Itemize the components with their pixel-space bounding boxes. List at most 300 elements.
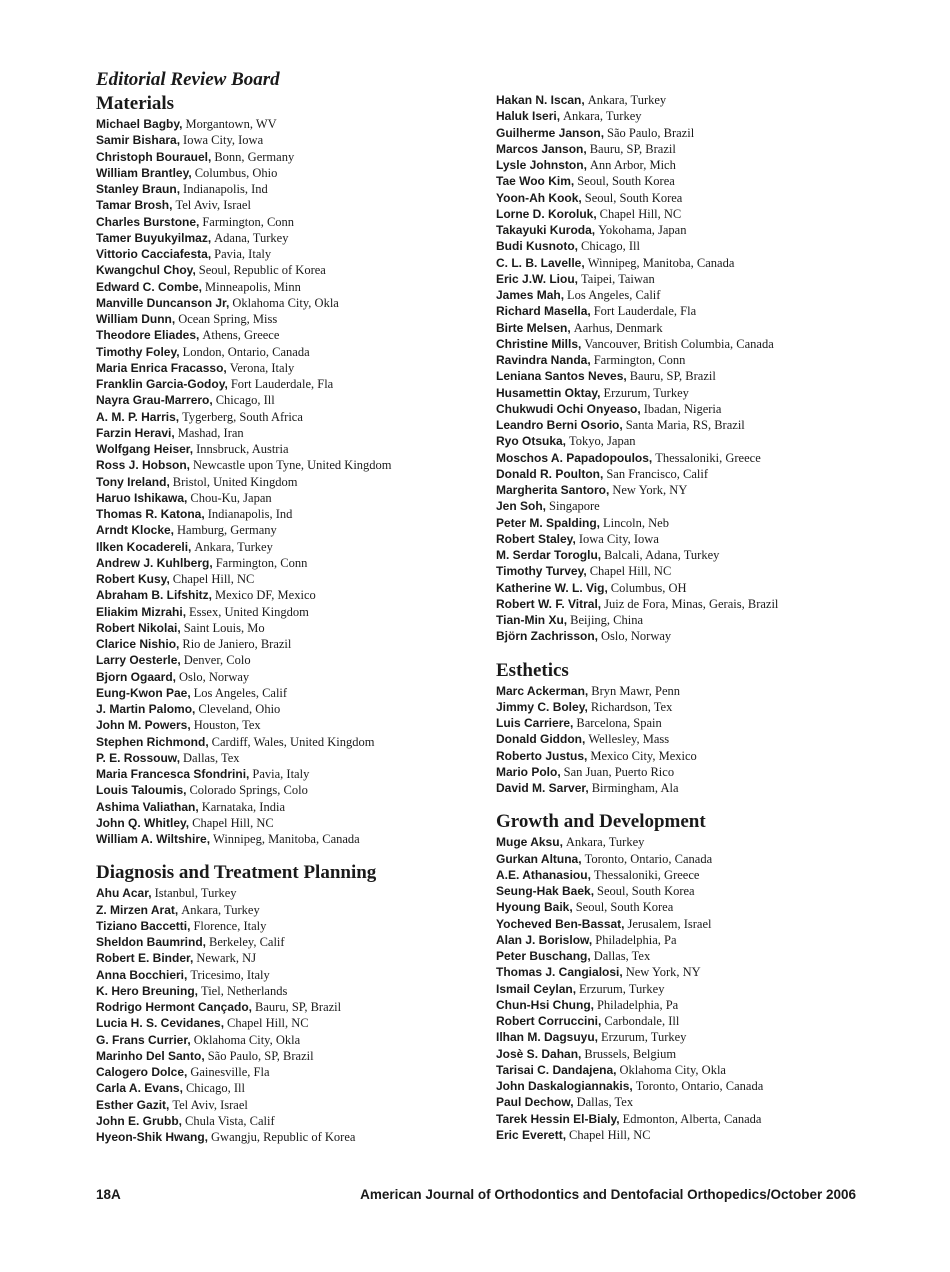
member-location: New York, NY (625, 965, 701, 980)
member-location: Tygerberg, South Africa (182, 409, 303, 424)
member-entry (96, 902, 476, 918)
member-location: Newark, NJ (196, 951, 257, 966)
member-name: Yoon-Ah Kook, (496, 190, 582, 205)
member-entry (96, 885, 476, 901)
member-entry (496, 981, 926, 997)
member-entry (496, 482, 926, 498)
member-location: Jerusalem, Israel (627, 916, 712, 931)
member-name: Josè S. Dahan, (496, 1046, 582, 1061)
member-entry (496, 417, 926, 433)
member-location: Seoul, South Korea (597, 884, 695, 898)
member-entry (96, 262, 476, 278)
member-location: Ankara, Turkey (587, 93, 667, 107)
member-name: Ahu Acar, (96, 886, 152, 901)
member-location: Oslo, Norway (179, 669, 250, 684)
member-name: Roberto Justus, (496, 748, 588, 763)
member-name: Carla A. Evans, (96, 1081, 183, 1096)
member-location: Tel Aviv, Israel (172, 1097, 248, 1112)
member-entry (496, 515, 926, 531)
member-name: Richard Masella, (496, 304, 591, 319)
member-name: John M. Powers, (96, 718, 191, 733)
member-entry (96, 522, 476, 538)
member-entry (96, 918, 476, 934)
member-location: Fort Lauderdale, Fla (230, 377, 334, 391)
member-entry (96, 506, 476, 522)
member-entry (496, 125, 926, 141)
member-location: Aarhus, Denmark (573, 320, 663, 335)
member-location: Juiz de Fora, Minas, Gerais, Brazil (604, 596, 779, 611)
member-location: Ocean Spring, Miss (178, 312, 278, 326)
member-name: Ravindra Nanda, (496, 353, 591, 367)
member-location: Balcali, Adana, Turkey (604, 548, 720, 562)
member-name: Andrew J. Kuhlberg, (96, 555, 213, 570)
member-entry (496, 450, 926, 466)
member-name: P. E. Rossouw, (96, 750, 181, 765)
member-location: Berkeley, Calif (209, 935, 285, 949)
member-location: Thessaloniki, Greece (655, 450, 761, 465)
member-name: Stanley Braun, (96, 182, 181, 196)
member-entry (96, 214, 476, 230)
member-entry (496, 206, 926, 222)
member-name: Eric J.W. Liou, (496, 271, 579, 286)
member-entry (96, 685, 476, 701)
member-entry (96, 149, 476, 165)
member-name: Theodore Eliades, (96, 328, 200, 343)
member-entry (96, 376, 476, 392)
member-name: Maria Enrica Fracasso, (96, 360, 227, 375)
member-name: Tamar Brosh, (96, 198, 173, 213)
member-entry (496, 1111, 926, 1127)
member-name: William A. Wiltshire, (96, 832, 211, 846)
member-entry (96, 1113, 476, 1129)
member-location: Philadelphia, Pa (596, 997, 679, 1012)
member-location: Wellesley, Mass (588, 732, 670, 747)
member-entry (496, 1046, 926, 1062)
member-location: Houston, Tex (193, 718, 261, 733)
member-entry (96, 669, 476, 685)
member-name: Eliakim Mizrahi, (96, 604, 187, 619)
member-location: Toronto, Ontario, Canada (635, 1079, 764, 1093)
member-location: Florence, Italy (193, 918, 267, 933)
member-name: Ashima Valiathan, (96, 799, 199, 814)
section-title-diagnosis: Diagnosis and Treatment Planning (96, 862, 377, 884)
member-entry (96, 701, 476, 717)
member-name: Thomas J. Cangialosi, (496, 965, 623, 980)
member-location: Athens, Greece (202, 328, 280, 343)
member-location: Bauru, SP, Brazil (629, 369, 716, 384)
member-name: Samir Bishara, (96, 133, 181, 148)
member-location: Toronto, Ontario, Canada (584, 851, 713, 866)
member-name: Takayuki Kuroda, (496, 223, 596, 237)
member-entry (96, 311, 476, 327)
member-location: San Francisco, Calif (606, 466, 709, 481)
member-entry (96, 555, 476, 571)
member-name: Eung-Kwon Pae, (96, 685, 191, 700)
member-name: G. Frans Currier, (96, 1032, 191, 1047)
member-entry (96, 1015, 476, 1031)
member-name: Robert W. F. Vitral, (496, 596, 602, 611)
member-list-growth (496, 834, 926, 1143)
member-name: Guilherme Janson, (496, 125, 605, 140)
member-name: Timothy Turvey, (496, 564, 587, 579)
member-location: Oklahoma City, Okla (619, 1062, 726, 1077)
member-name: Franklin Garcia-Godoy, (96, 377, 228, 391)
member-entry (96, 652, 476, 668)
member-entry (496, 92, 926, 108)
member-location: Colorado Springs, Colo (189, 783, 308, 798)
member-location: Ankara, Turkey (194, 539, 273, 554)
member-entry (496, 780, 926, 796)
member-location: San Juan, Puerto Rico (563, 764, 675, 779)
member-list-materials (96, 116, 476, 847)
member-name: Budi Kusnoto, (496, 239, 578, 254)
member-location: Saint Louis, Mo (183, 620, 265, 635)
member-location: Pavia, Italy (252, 767, 310, 781)
member-name: Christoph Bourauel, (96, 149, 212, 164)
member-location: Dallas, Tex (183, 750, 240, 765)
member-entry (96, 1129, 476, 1145)
member-location: Karnataka, India (201, 799, 285, 814)
member-location: Cardiff, Wales, United Kingdom (211, 734, 375, 749)
member-name: Robert Kusy, (96, 572, 170, 586)
member-entry (96, 165, 476, 181)
member-name: Hakan N. Iscan, (496, 93, 585, 107)
member-location: Pavia, Italy (214, 247, 272, 261)
member-location: Chicago, Ill (215, 393, 275, 408)
member-entry (496, 948, 926, 964)
member-location: Bauru, SP, Brazil (255, 1000, 342, 1014)
member-name: Tarisai C. Dandajena, (496, 1062, 617, 1077)
member-location: Newcastle upon Tyne, United Kingdom (193, 458, 392, 473)
member-name: Christine Mills, (496, 336, 582, 351)
member-location: Birmingham, Ala (591, 781, 679, 795)
member-name: Manville Duncanson Jr, (96, 295, 230, 310)
member-location: Richardson, Tex (590, 699, 673, 714)
member-entry (96, 246, 476, 262)
member-entry (496, 385, 926, 401)
member-entry (96, 587, 476, 603)
member-name: Tian-Min Xu, (496, 613, 568, 627)
member-location: Tokyo, Japan (569, 434, 636, 449)
member-name: Chukwudi Ochi Onyeaso, (496, 401, 641, 416)
member-entry (96, 967, 476, 983)
member-location: New York, NY (612, 483, 688, 497)
member-name: Marc Ackerman, (496, 683, 589, 698)
member-name: M. Serdar Toroglu, (496, 548, 602, 562)
member-entry (496, 699, 926, 715)
member-location: Thessaloniki, Greece (593, 867, 700, 882)
member-entry (496, 320, 926, 336)
member-name: C. L. B. Lavelle, (496, 255, 585, 270)
member-name: Wolfgang Heiser, (96, 442, 194, 456)
member-entry (96, 1080, 476, 1096)
member-name: Birte Melsen, (496, 320, 571, 335)
member-entry (96, 831, 476, 847)
member-entry (96, 1097, 476, 1113)
member-name: Tamer Buyukyilmaz, (96, 230, 212, 245)
member-location: Seoul, South Korea (584, 190, 683, 205)
member-entry (496, 352, 926, 368)
member-entry (496, 883, 926, 899)
member-name: Lucia H. S. Cevidanes, (96, 1016, 225, 1031)
member-name: Alan J. Borislow, (496, 932, 593, 947)
member-entry (496, 628, 926, 644)
member-entry (496, 851, 926, 867)
member-entry (96, 999, 476, 1015)
member-location: Ankara, Turkey (563, 109, 642, 124)
member-entry (96, 474, 476, 490)
member-location: Vancouver, British Columbia, Canada (584, 336, 774, 351)
member-entry (496, 222, 926, 238)
member-location: Mashad, Iran (177, 425, 244, 440)
member-location: Santa Maria, RS, Brazil (625, 418, 745, 432)
member-name: Leniana Santos Neves, (496, 369, 627, 384)
member-entry (96, 490, 476, 506)
member-location: Bristol, United Kingdom (172, 474, 298, 489)
member-location: Tricesimo, Italy (190, 967, 270, 982)
member-location: Los Angeles, Calif (193, 685, 288, 700)
member-name: Paul Dechow, (496, 1095, 574, 1110)
member-location: Adana, Turkey (214, 230, 289, 245)
member-name: Gurkan Altuna, (496, 851, 582, 866)
member-location: Bauru, SP, Brazil (589, 141, 676, 156)
member-entry (96, 116, 476, 132)
member-name: A.E. Athanasiou, (496, 867, 591, 882)
member-entry (496, 157, 926, 173)
member-entry (496, 1127, 926, 1143)
page-number: 18A (96, 1187, 121, 1202)
member-location: Erzurum, Turkey (601, 1030, 687, 1045)
member-name: David M. Sarver, (496, 781, 589, 795)
member-name: Donald R. Poulton, (496, 466, 604, 481)
member-location: São Paulo, Brazil (607, 125, 695, 140)
member-entry (496, 715, 926, 731)
member-name: Charles Burstone, (96, 214, 200, 229)
member-location: Chapel Hill, NC (599, 206, 682, 221)
member-location: Chapel Hill, NC (227, 1016, 309, 1031)
member-name: Peter Buschang, (496, 949, 591, 963)
member-name: Leandro Berni Osorio, (496, 418, 623, 432)
member-entry (96, 392, 476, 408)
member-entry (496, 596, 926, 612)
member-location: Chula Vista, Calif (185, 1113, 275, 1128)
member-name: Rodrigo Hermont Cançado, (96, 1000, 253, 1014)
member-location: Chapel Hill, NC (569, 1127, 651, 1142)
member-location: Oslo, Norway (601, 629, 672, 644)
member-name: Jimmy C. Boley, (496, 699, 588, 714)
member-location: Dallas, Tex (576, 1095, 634, 1110)
member-entry (96, 230, 476, 246)
member-name: Yocheved Ben-Bassat, (496, 916, 625, 931)
member-entry (496, 834, 926, 850)
member-entry (496, 303, 926, 319)
member-location: Minneapolis, Minn (205, 279, 301, 294)
member-entry (496, 287, 926, 303)
member-name: James Mah, (496, 288, 565, 302)
member-entry (96, 782, 476, 798)
member-location: Gwangju, Republic of Korea (211, 1130, 356, 1144)
member-name: William Brantley, (96, 165, 192, 180)
member-name: K. Hero Breuning, (96, 983, 199, 998)
member-entry (96, 327, 476, 343)
member-entry (96, 295, 476, 311)
member-location: Lincoln, Neb (603, 515, 669, 530)
member-name: Michael Bagby, (96, 117, 183, 131)
member-location: Farmington, Conn (202, 214, 295, 229)
member-entry (496, 255, 926, 271)
member-name: Jen Soh, (496, 499, 547, 514)
member-name: Muge Aksu, (496, 835, 563, 850)
member-location: Mexico City, Mexico (590, 748, 697, 763)
member-entry (96, 197, 476, 213)
member-name: Luis Carriere, (496, 716, 574, 730)
member-entry (496, 498, 926, 514)
member-location: Seoul, Republic of Korea (198, 263, 326, 278)
member-location: Rio de Janiero, Brazil (182, 637, 292, 651)
member-location: Ibadan, Nigeria (643, 401, 722, 416)
member-location: Chapel Hill, NC (172, 572, 255, 586)
member-location: Carbondale, Ill (604, 1014, 680, 1028)
member-location: Dallas, Tex (593, 949, 651, 963)
member-location: Los Angeles, Calif (567, 288, 661, 302)
member-entry (496, 916, 926, 932)
member-entry (96, 457, 476, 473)
member-entry (96, 571, 476, 587)
member-name: Stephen Richmond, (96, 734, 209, 749)
member-location: Verona, Italy (229, 360, 295, 375)
member-name: Bjorn Ogaard, (96, 669, 177, 684)
member-location: Ankara, Turkey (565, 835, 645, 850)
member-entry (496, 336, 926, 352)
member-entry (496, 764, 926, 780)
member-location: Chou-Ku, Japan (190, 490, 272, 505)
member-location: Tel Aviv, Israel (175, 198, 251, 213)
member-location: Oklahoma City, Okla (193, 1032, 301, 1047)
member-location: Cleveland, Ohio (198, 702, 281, 716)
member-list-diagnosis-right (496, 92, 926, 645)
member-entry (96, 799, 476, 815)
member-name: William Dunn, (96, 312, 176, 326)
member-name: Haluk Iseri, (496, 109, 561, 124)
member-entry (96, 539, 476, 555)
member-name: Chun-Hsi Chung, (496, 997, 594, 1012)
member-name: Tae Woo Kim, (496, 174, 575, 189)
member-entry (96, 279, 476, 295)
member-location: Farmington, Conn (215, 555, 308, 570)
member-name: Ismail Ceylan, (496, 981, 577, 996)
member-location: Iowa City, Iowa (578, 531, 659, 546)
member-name: Esther Gazit, (96, 1097, 170, 1112)
member-entry (496, 531, 926, 547)
member-location: Ann Arbor, Mich (589, 158, 676, 172)
member-location: Ankara, Turkey (181, 902, 260, 917)
member-name: Timothy Foley, (96, 344, 180, 359)
member-name: Donald Giddon, (496, 732, 586, 747)
section-title-esthetics: Esthetics (496, 659, 569, 681)
member-name: Katherine W. L. Vig, (496, 580, 608, 595)
member-name: Björn Zachrisson, (496, 629, 599, 644)
member-entry (96, 181, 476, 197)
member-name: Vittorio Cacciafesta, (96, 247, 212, 261)
member-location: Columbus, OH (610, 580, 687, 595)
member-name: Tony Ireland, (96, 474, 170, 489)
member-entry (96, 1032, 476, 1048)
member-entry (96, 132, 476, 148)
member-location: Tiel, Netherlands (201, 983, 288, 998)
member-name: Seung-Hak Baek, (496, 884, 595, 898)
member-location: Bonn, Germany (214, 149, 295, 164)
member-location: Erzurum, Turkey (603, 385, 689, 400)
member-name: John Daskalogiannakis, (496, 1079, 633, 1093)
member-entry (96, 717, 476, 733)
member-entry (96, 409, 476, 425)
member-location: Chapel Hill, NC (589, 564, 672, 579)
member-entry (496, 401, 926, 417)
member-entry (496, 563, 926, 579)
member-location: Erzurum, Turkey (579, 981, 665, 996)
section-title-growth: Growth and Development (496, 811, 706, 833)
member-entry (96, 344, 476, 360)
member-location: Brussels, Belgium (584, 1046, 677, 1061)
member-location: Oklahoma City, Okla (232, 295, 339, 310)
member-location: Beijing, China (570, 613, 644, 627)
member-name: Robert Staley, (496, 531, 576, 546)
member-name: Clarice Nishio, (96, 637, 180, 651)
member-name: A. M. P. Harris, (96, 409, 180, 424)
member-name: Kwangchul Choy, (96, 263, 196, 278)
member-name: Louis Taloumis, (96, 783, 187, 798)
member-name: J. Martin Palomo, (96, 702, 196, 716)
member-location: Essex, United Kingdom (189, 604, 309, 619)
member-location: Winnipeg, Manitoba, Canada (587, 255, 735, 270)
member-entry (96, 983, 476, 999)
member-location: Yokohama, Japan (598, 223, 687, 237)
member-location: Barcelona, Spain (576, 716, 662, 730)
member-name: Thomas R. Katona, (96, 507, 205, 521)
member-entry (496, 932, 926, 948)
member-entry (96, 425, 476, 441)
member-list-diagnosis-left (96, 885, 476, 1145)
left-column (96, 68, 476, 1145)
member-entry (496, 1062, 926, 1078)
member-name: Marcos Janson, (496, 141, 587, 156)
member-name: Farzin Heravi, (96, 425, 175, 440)
member-location: Seoul, South Korea (577, 174, 675, 189)
member-name: Maria Francesca Sfondrini, (96, 767, 250, 781)
member-entry (496, 433, 926, 449)
member-name: Hyeon-Shik Hwang, (96, 1130, 209, 1144)
member-name: Mario Polo, (496, 764, 561, 779)
member-entry (496, 173, 926, 189)
member-name: Moschos A. Papadopoulos, (496, 450, 653, 465)
member-name: Marinho Del Santo, (96, 1048, 205, 1063)
member-entry (496, 190, 926, 206)
member-name: Arndt Klocke, (96, 523, 175, 538)
member-location: Winnipeg, Manitoba, Canada (213, 832, 360, 846)
member-location: Taipei, Taiwan (581, 271, 655, 286)
member-name: Larry Oesterle, (96, 653, 181, 668)
member-name: Z. Mirzen Arat, (96, 902, 179, 917)
member-location: Bryn Mawr, Penn (591, 683, 681, 698)
member-name: Tiziano Baccetti, (96, 918, 191, 933)
member-entry (96, 766, 476, 782)
member-name: Tarek Hessin El-Bialy, (496, 1111, 620, 1126)
member-entry (496, 1078, 926, 1094)
member-name: Calogero Dolce, (96, 1065, 188, 1079)
member-location: Istanbul, Turkey (154, 886, 237, 901)
member-name: Peter M. Spalding, (496, 515, 601, 530)
member-name: Ilhan M. Dagsuyu, (496, 1030, 599, 1045)
